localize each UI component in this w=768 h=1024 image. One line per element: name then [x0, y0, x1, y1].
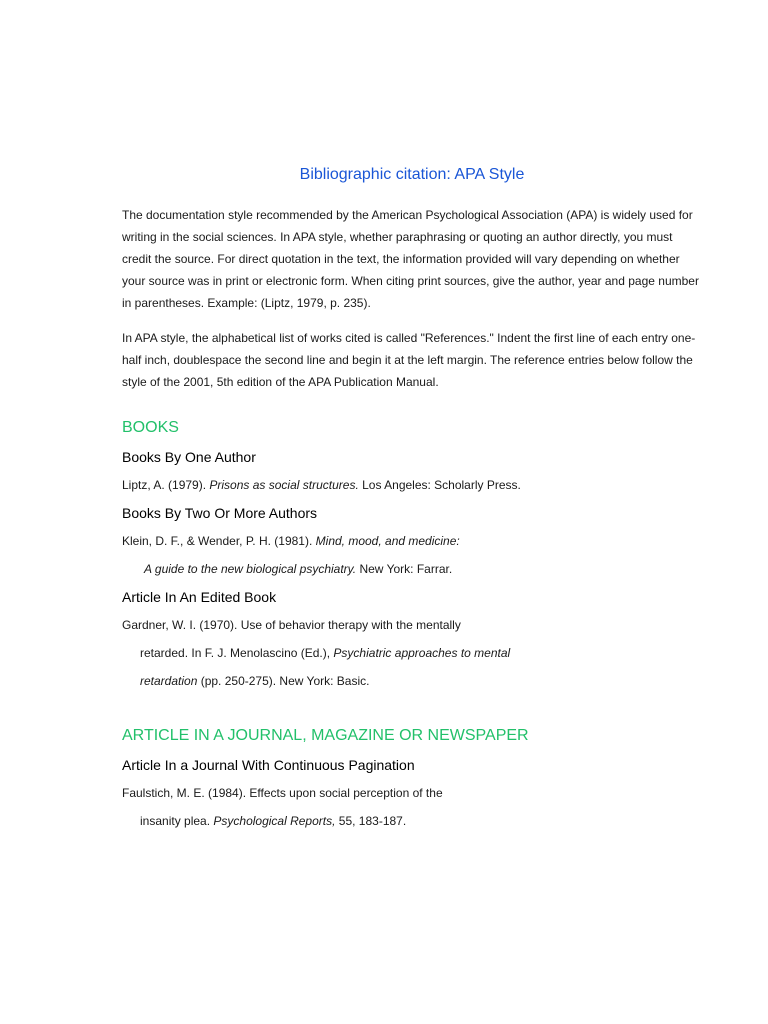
intro-paragraph-1: The documentation style recommended by the American Psychological Association (APA) is widely used for writing in the social sciences. In APA style, whether paraphrasing or quoting an author directly, you must credit the source. For direct quotation in the text, the information provided will vary depending on whether your source was in print or electronic form. When citing print sources, give the author, year and page number in parentheses. Example: (Liptz, 1979, p. 235).	[122, 208, 699, 310]
reference-entry-edited-book	[122, 617, 702, 689]
reference-line: Liptz, A. (1979). Prisons as social structures. Los Angeles: Scholarly Press.	[122, 478, 521, 492]
reference-line: insanity plea. Psychological Reports, 55, 183-187.	[140, 814, 407, 828]
reference-line: Faulstich, M. E. (1984). Effects upon social perception of the	[122, 786, 443, 800]
reference-entry-continuous-pagination	[122, 785, 702, 829]
reference-entry-one-author	[122, 477, 702, 493]
subheading-continuous-pagination: Article In a Journal With Continuous Pagination	[122, 757, 415, 773]
document-page	[122, 166, 702, 841]
section-heading-books: BOOKS	[122, 419, 179, 436]
section-heading-articles: ARTICLE IN A JOURNAL, MAGAZINE OR NEWSPAPER	[122, 727, 529, 744]
reference-entry-two-authors	[122, 533, 702, 577]
reference-line: A guide to the new biological psychiatry. New York: Farrar.	[144, 562, 453, 576]
subheading-edited-book: Article In An Edited Book	[122, 589, 277, 605]
subheading-one-author: Books By One Author	[122, 449, 256, 465]
reference-line: Klein, D. F., & Wender, P. H. (1981). Mind, mood, and medicine:	[122, 534, 460, 548]
reference-line: retardation (pp. 250-275). New York: Basic.	[140, 674, 370, 688]
subheading-two-authors: Books By Two Or More Authors	[122, 505, 318, 521]
reference-line: retarded. In F. J. Menolascino (Ed.), Psychiatric approaches to mental	[140, 646, 511, 660]
reference-line: Gardner, W. I. (1970). Use of behavior therapy with the mentally	[122, 618, 461, 632]
page-title: Bibliographic citation: APA Style	[299, 166, 525, 183]
intro-paragraph-2: In APA style, the alphabetical list of works cited is called "References." Indent the first line of each entry one-half inch, doublespace the second line and begin it at the left margin. The reference entries below follow the style of the 2001, 5th edition of the APA Publication Manual.	[122, 331, 696, 389]
